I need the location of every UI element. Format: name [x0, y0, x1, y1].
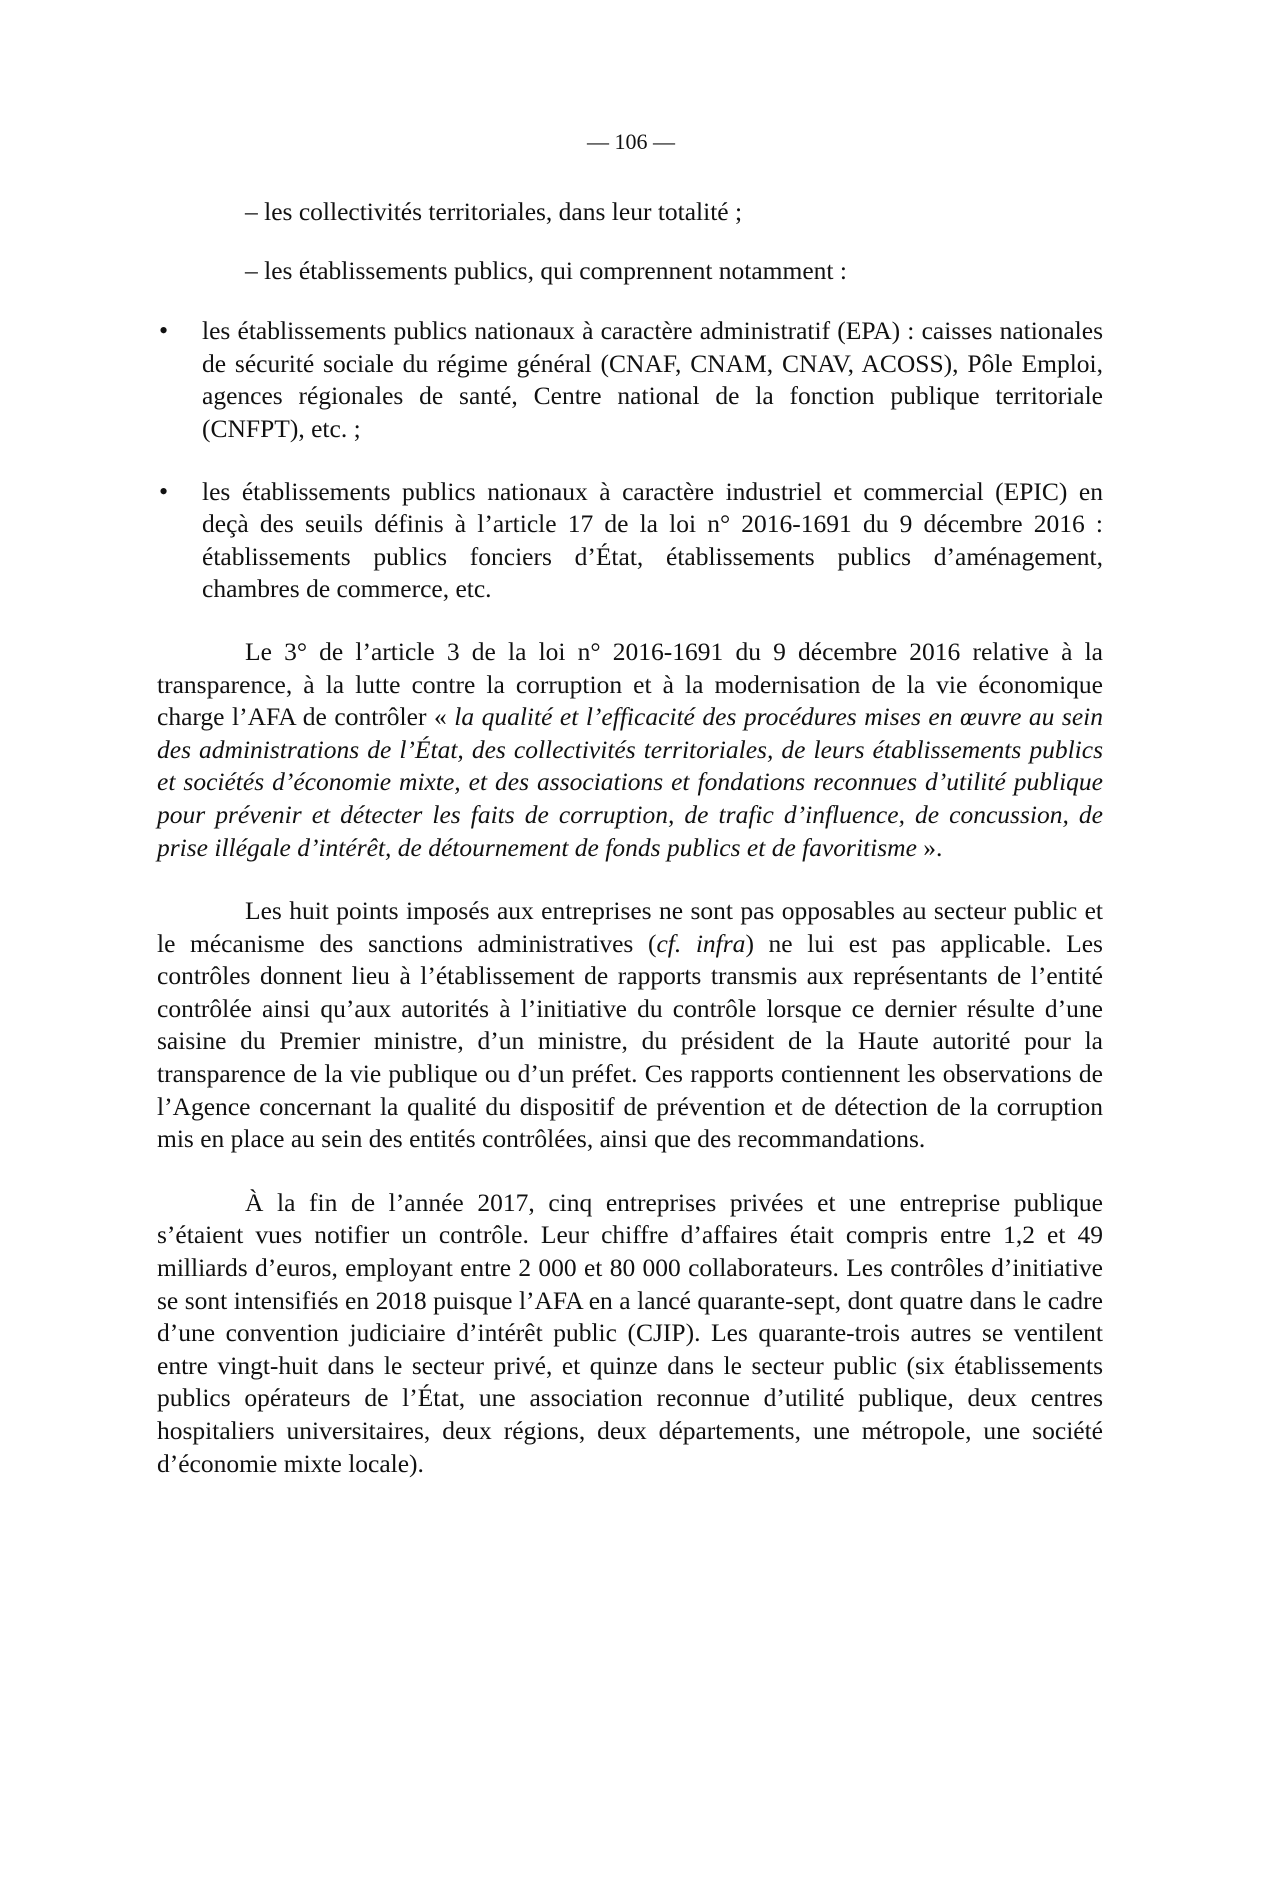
bullet-item-epic: [157, 476, 1103, 606]
paragraph-1-intro: Le 3° de l’article 3 de la loi n° 2016-1691 du 9 décembre 2016 relative à la transparence, à la lutte contre la corruption et à la modernisation de la vie économique charge l’AFA de contrôler «: [157, 636, 1103, 732]
bullet-icon: •: [159, 476, 169, 506]
paragraph-2-part2: ) ne lui est pas applicable. Les contrôles donnent lieu à l’établissement de rapports transmis aux représentants de l’entité contrôlée ainsi qu’aux autorités à l’initiative du contrôle lorsque ce dernier résulte d’une saisine du Premier ministre, d’un ministre, du président de la Haute autorité pour la transparence de la vie publique ou d’un préfet. Ces rapports contiennent les observations de l’Agence concernant la qualité du dispositif de prévention et de détection de la corruption mis en place au sein des entités contrôlées, ainsi que des recommandations.: [157, 928, 1103, 1154]
bullet-item-epa: [157, 315, 1103, 445]
paragraph-2-cf-infra: cf. infra: [656, 928, 746, 958]
bullet-text-epic: les établissements publics nationaux à caractère industriel et commercial (EPIC) en deçà des seuils définis à l’article 17 de la loi n° 2016-1691 du 9 décembre 2016 : établissements publics fonciers d’État, établissements publics d’aménagement, chambres de commerce, etc.: [202, 476, 1103, 604]
page-body: [157, 196, 1103, 1511]
dash-item-collectivites: – les collectivités territoriales, dans leur totalité ;: [245, 197, 743, 226]
paragraph-1-outro: ».: [916, 832, 943, 862]
paragraph-huit-points: [157, 895, 1103, 1156]
paragraph-2-part1: Les huit points imposés aux entreprises ne sont pas opposables au secteur public et le mécanisme des sanctions administratives (: [157, 896, 1103, 958]
bullet-icon: •: [159, 316, 169, 346]
dash-item-etablissements: – les établissements publics, qui comprennent notamment :: [245, 255, 847, 285]
paragraph-fin-2017: À la fin de l’année 2017, cinq entreprises privées et une entreprise publique s’étaient vues notifier un contrôle. Leur chiffre d’affaires était compris entre 1,2 et 49 milliards d’euros, employant entre 2 000 et 80 000 collaborateurs. Les contrôles d’initiative se sont intensifiés en 2018 puisque l’AFA en a lancé quarante-sept, dont quatre dans le cadre d’une convention judiciaire d’intérêt public (CJIP). Les quarante-trois autres se ventilent entre vingt-huit dans le secteur privé, et quinze dans le secteur public (six établissements publics opérateurs de l’État, une association reconnue d’utilité publique, deux centres hospitaliers universitaires, deux régions, deux départements, une métropole, une société d’économie mixte locale).: [157, 1187, 1103, 1478]
paragraph-1-quote: la qualité et l’efficacité des procédures mises en œuvre au sein des administrations de l’État, des collectivités territoriales, de leurs établissements publics et sociétés d’économie mixte, et des associations et fondations reconnues d’utilité publique pour prévenir et détecter les faits de corruption, de trafic d’influence, de concussion, de prise illégale d’intérêt, de détournement de fonds publics et de favoritisme: [157, 702, 1103, 862]
bullet-text-epa: les établissements publics nationaux à caractère administratif (EPA) : caisses nationales de sécurité sociale du régime général (CNAF, CNAM, CNAV, ACOSS), Pôle Emploi, agences régionales de santé, Centre national de la fonction publique territoriale (CNFPT), etc. ;: [202, 316, 1103, 443]
page-number: — 106 —: [587, 129, 675, 154]
paragraph-loi-sapin: [157, 636, 1103, 864]
